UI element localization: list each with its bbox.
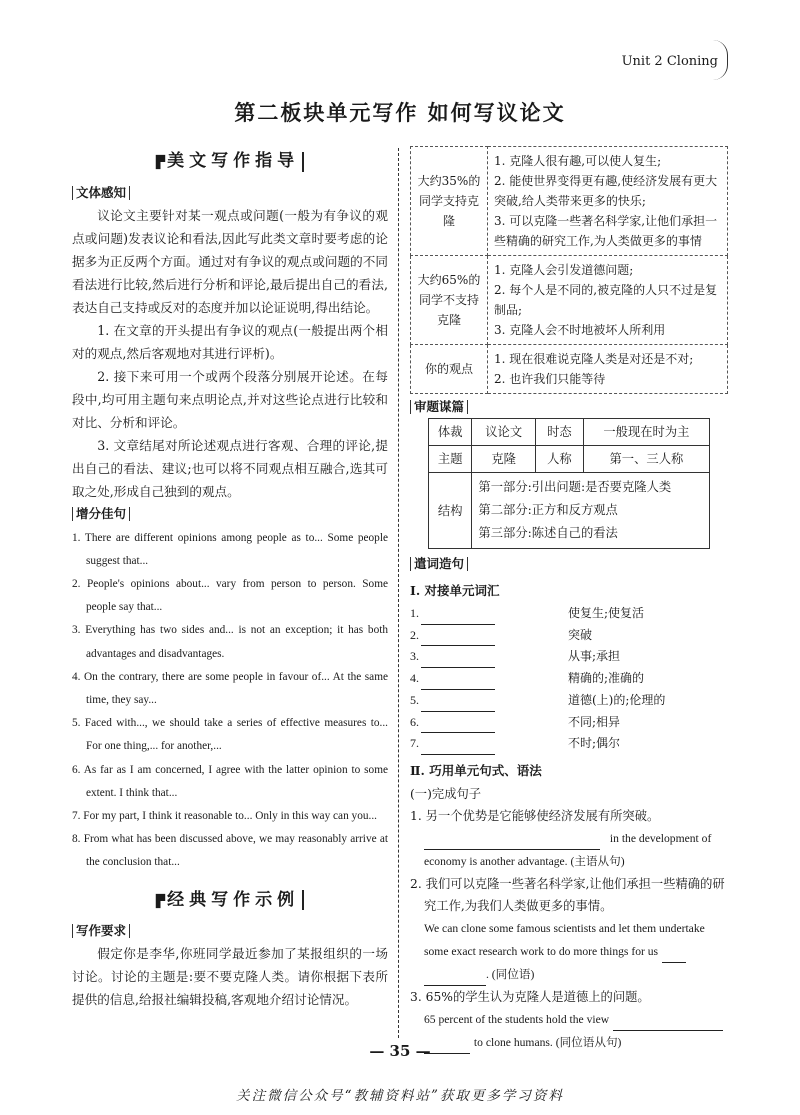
page-number: — 35 — [369,1042,431,1060]
question-2-en: We can clone some famous scientists and let them undertake some exact research work to do more things for us . (同位语) [410,917,728,986]
question-3-cn: 3. 65%的学生认为克隆人是道德上的问题。 [410,989,650,1004]
question-1-en: in the development of [410,827,728,850]
table-cell [472,473,710,549]
page-title: 第二板块单元写作 如何写议论文 [234,100,566,125]
question-1-en-cont: economy is another advantage. (主语从句) [424,854,625,868]
question-3-en: 65 percent of the students hold the view [410,1008,728,1031]
structure-part: 第一部分:引出问题:是否要克隆人类 [478,480,672,494]
list-item: 3. 从事;承担 [410,646,728,668]
answer-blank[interactable] [421,609,495,625]
list-item: 7. 不时;偶尔 [410,733,728,755]
table-cell: 1. 现在很难说克隆人类是对还是不对; 2. 也许我们只能等待 [488,345,728,394]
point-3: 3. 文章结尾对所论述观点进行客观、合理的评论,提出自己的看法、建议;也可以将不同观点相互融合,选其可取之处,形成自己独到的观点。 [72,437,388,499]
table-row [429,473,710,549]
list-item: 4. On the contrary, there are some people in favour of... At the same time, they say... [72,670,388,706]
table-cell: 你的观点 [411,345,488,394]
section-marker-icon: ▛ [155,155,166,169]
table-cell: 议论文 [472,419,536,446]
list-item: 3. Everything has two sides and... is not an exception; it has both advantages and disadvantages. [72,624,388,660]
section-marker-icon: ▛ [155,893,166,908]
question-1-cn: 1. 另一个优势是它能够使经济发展有所突破。 [410,808,660,823]
answer-blank[interactable] [421,739,495,755]
table-cell: 第一、三人称 [583,446,709,473]
answer-blank[interactable] [613,1016,723,1031]
right-column [410,146,728,1054]
subheading-complete: (一)完成句子 [410,786,482,801]
table-cell: 时态 [535,419,583,446]
table-row [411,345,728,394]
list-item: 1. 使复生;使复活 [410,603,728,625]
answer-blank[interactable] [421,630,495,646]
answer-blank[interactable] [424,835,600,850]
list-item: 6. 不同;相异 [410,712,728,734]
answer-blank[interactable] [421,652,495,668]
answer-blank[interactable] [421,696,495,712]
tag-style-perception: 文体感知 [72,186,130,200]
list-item: 8. From what has been discussed above, we may reasonably arrive at the conclusion that... [72,833,388,869]
list-item: 1. There are different opinions among people as to... Some people suggest that... [72,531,388,567]
answer-blank[interactable] [424,971,486,986]
left-column [72,140,388,1011]
unit-header: Unit 2 Cloning [621,54,718,69]
vocab-list [410,603,728,755]
table-cell: 一般现在时为主 [583,419,709,446]
opinion-table [410,146,728,394]
column-divider [398,148,399,1038]
table-cell: 结构 [429,473,472,549]
subheading-grammar: Ⅱ. 巧用单元句式、语法 [410,762,542,778]
table-cell: 大约35%的同学支持克隆 [411,147,488,256]
tag-analysis: 审题谋篇 [410,400,468,414]
question-3-en-cont: to clone humans. (同位语从句) [410,1031,728,1054]
point-1: 1. 在文章的开头提出有争议的观点(一般提出两个相对的观点,然后客观地对其进行评析)。 [72,322,388,361]
table-cell: 1. 克隆人会引发道德问题; 2. 每个人是不同的,被克隆的人只不过是复制品; 3. 克隆人会不时地被坏人所利用 [488,256,728,345]
list-item: 2. People's opinions about... vary from person to person. Some people say that... [72,577,388,614]
section-title: ▛ 美文写作指导 [72,146,388,172]
list-item: 6. As far as I am concerned, I agree with the latter opinion to some extent. I think that... [72,763,388,799]
analysis-table [428,418,710,549]
tag-useful-sentences: 增分佳句 [72,507,130,521]
table-row [411,256,728,345]
answer-blank[interactable] [662,948,686,963]
table-cell: 克隆 [472,446,536,473]
list-item: 5. Faced with..., we should take a series of effective measures to... For one thing,... for another,... [72,717,388,753]
list-item: 4. 精确的;准确的 [410,668,728,690]
section-title: ▛ 经典写作示例 [72,885,388,911]
structure-part: 第三部分:陈述自己的看法 [478,526,618,540]
table-row [411,147,728,256]
header-decoration [713,40,728,80]
answer-blank[interactable] [421,674,495,690]
tag-word-choice: 遣词造句 [410,557,468,571]
list-item: 7. For my part, I think it reasonable to... Only in this way can you... [72,809,377,822]
table-cell: 1. 克隆人很有趣,可以使人复生; 2. 能使世界变得更有趣,使经济发展有更大突破,给人类带来更多的快乐; 3. 可以克隆一些著名科学家,让他们承担一些精确的研究工作,为人类做更多的事情 [488,147,728,256]
sentence-list [72,527,388,875]
structure-part: 第二部分:正方和反方观点 [478,503,618,517]
footer-note: 关注微信公众号“教辅资料站”获取更多学习资料 [236,1088,564,1104]
table-cell: 主题 [429,446,472,473]
tag-writing-task: 写作要求 [72,924,130,938]
table-cell: 人称 [535,446,583,473]
list-item: 2. 突破 [410,625,728,647]
list-item: 5. 道德(上)的;伦理的 [410,690,728,712]
table-cell: 体裁 [429,419,472,446]
intro-paragraph: 议论文主要针对某一观点或问题(一般为有争议的观点或问题)发表议论和看法,因此写此类文章时要考虑的论据多为正反两个方面。通过对有争议的观点或问题的不同看法进行比较,然后进行分析和评论,最后提出自己的看法,表达自己支持或反对的态度并加以论证说明,得出结论。 [72,207,388,315]
subheading-vocab: Ⅰ. 对接单元词汇 [410,583,500,598]
table-row [429,419,710,446]
table-row [429,446,710,473]
answer-blank[interactable] [421,717,495,733]
point-2: 2. 接下来可用一个或两个段落分别展开论述。在每段中,均可用主题句来点明论点,并对这些论点进行比较和对比、分析和评论。 [72,368,388,430]
table-cell: 大约65%的同学不支持克隆 [411,256,488,345]
task-paragraph: 假定你是李华,你班同学最近参加了某报组织的一场讨论。讨论的主题是:要不要克隆人类。请你根据下表所提供的信息,给报社编辑投稿,客观地介绍讨论情况。 [72,946,388,1008]
question-2-cn: 2. 我们可以克隆一些著名科学家,让他们承担一些精确的研究工作,为我们人类做更多的事情。 [410,876,725,913]
